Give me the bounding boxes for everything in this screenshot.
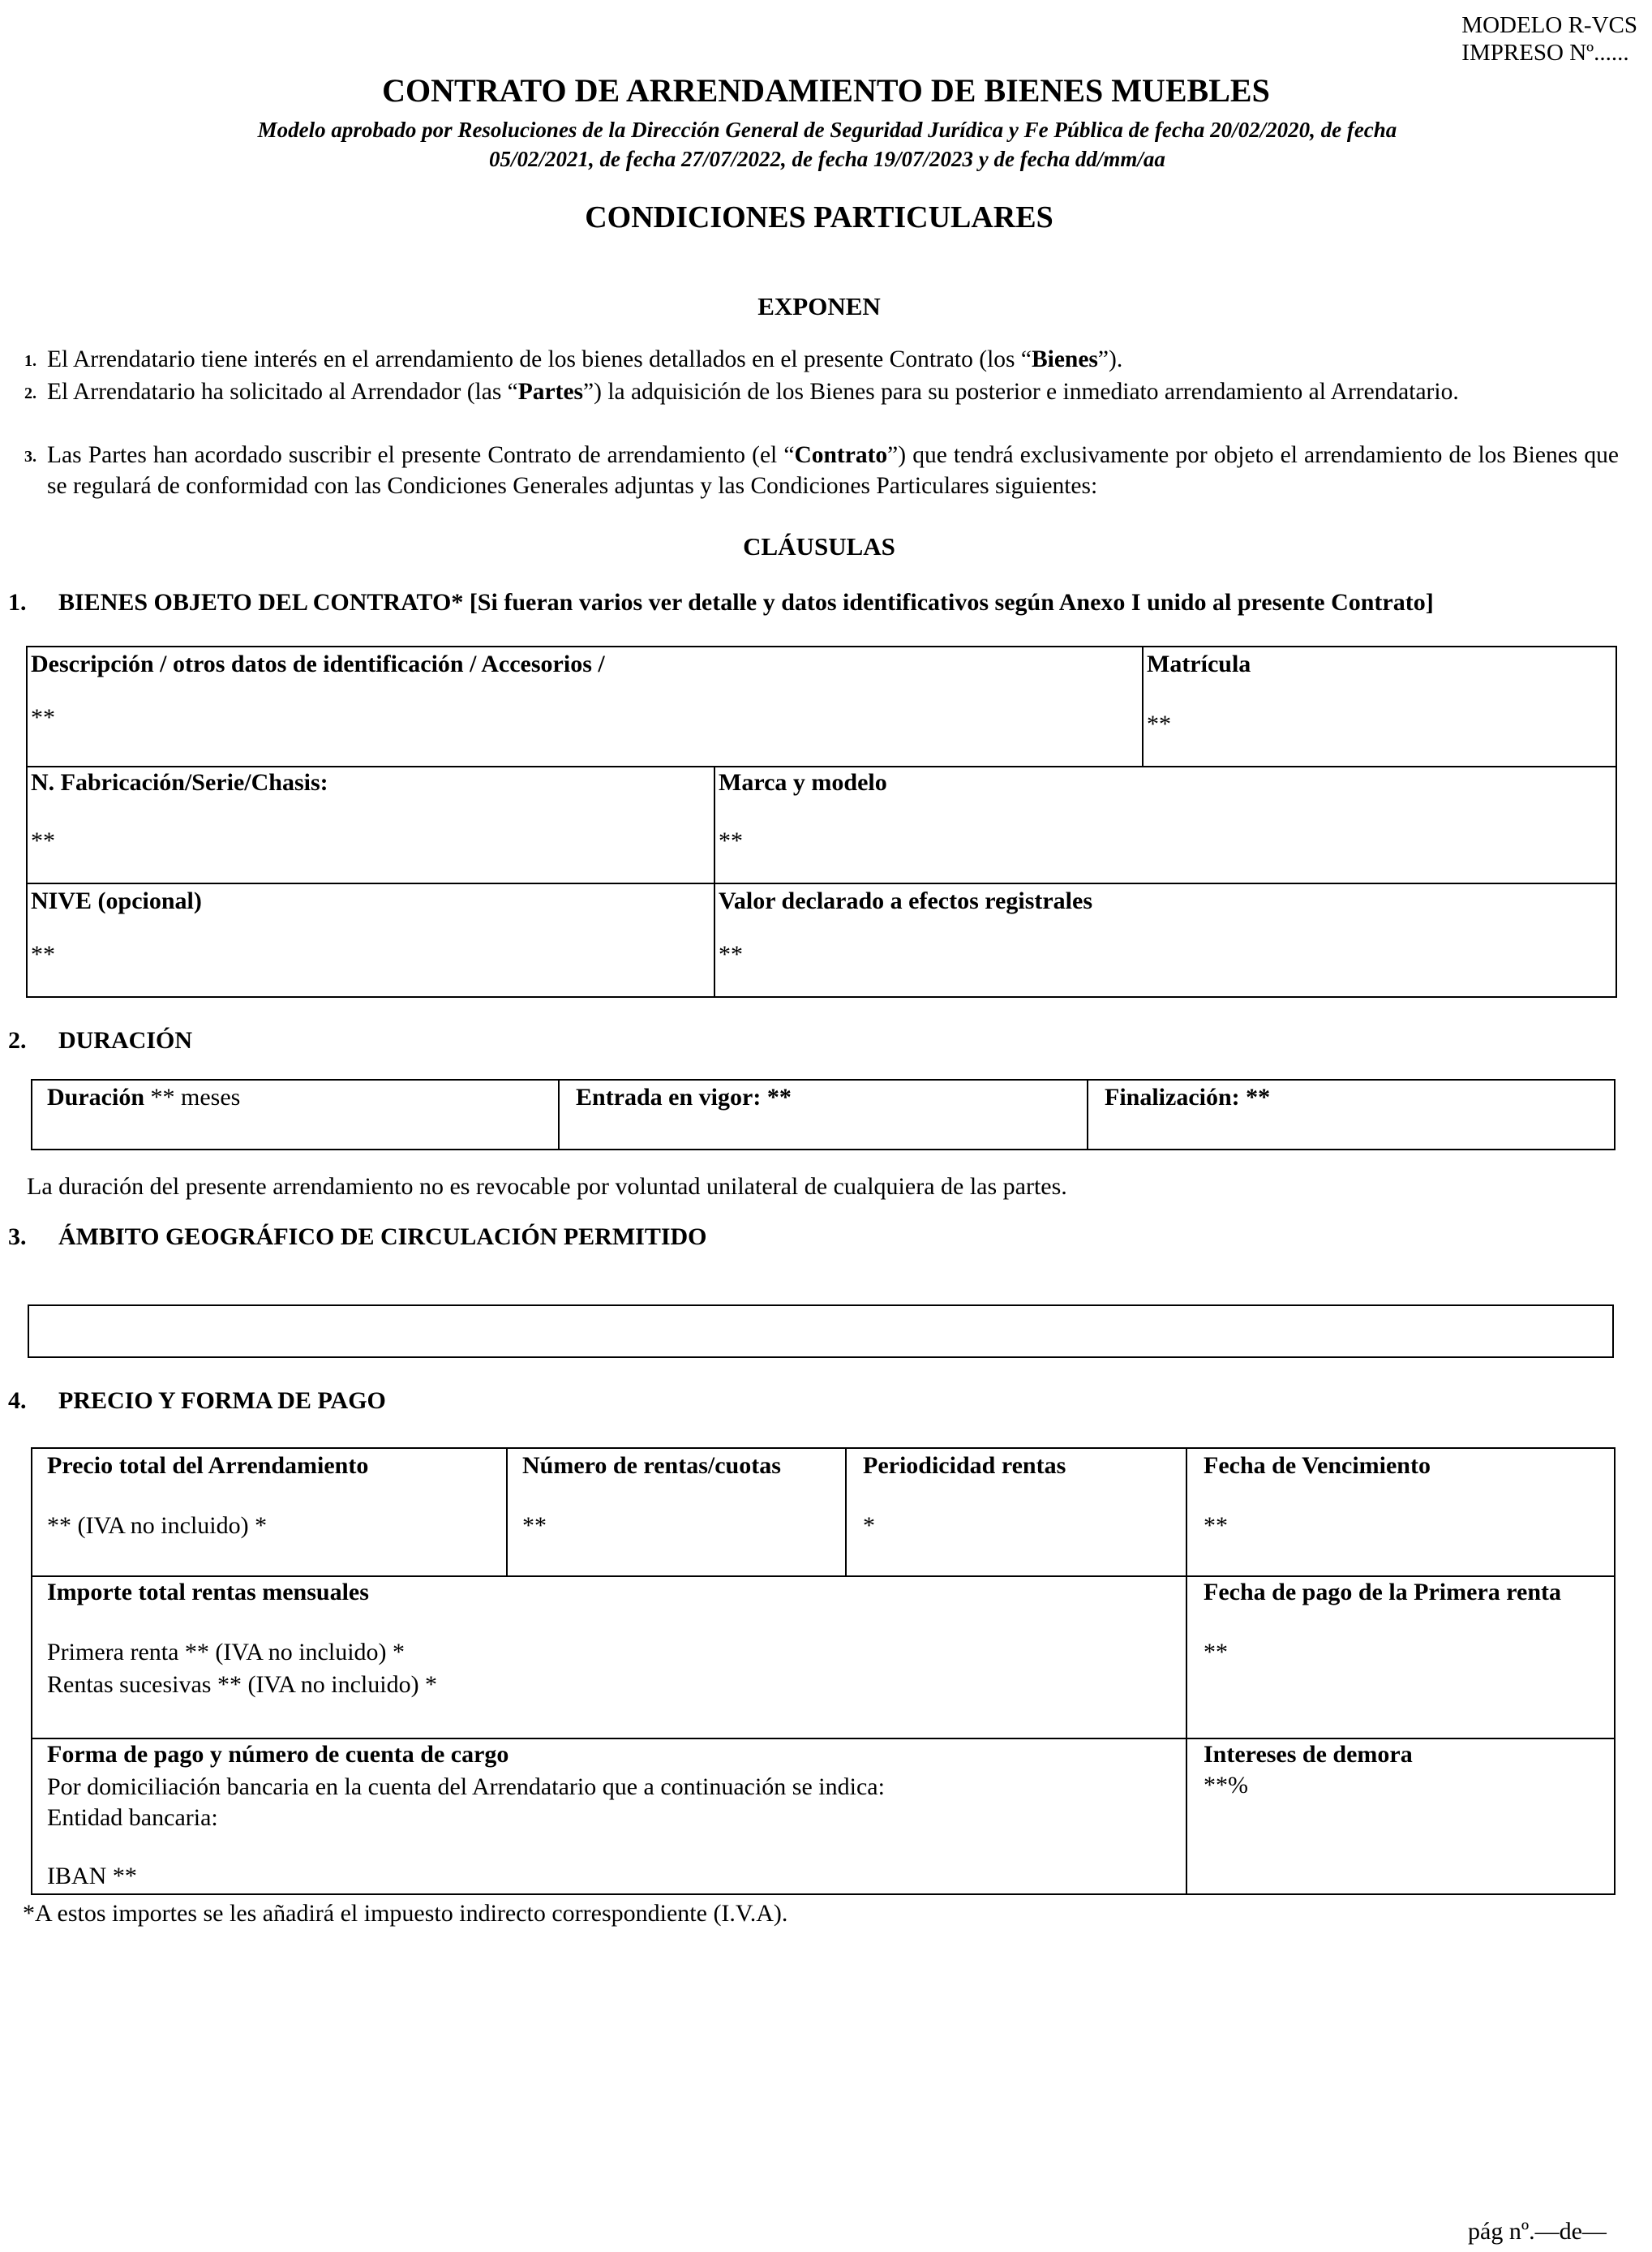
precio-table [31,1447,1616,1895]
duracion-note: La duración del presente arrendamiento no es revocable por voluntad unilateral de cualquiera de las partes. [27,1173,1067,1200]
intereses-value: **% [1204,1772,1248,1799]
forma-pago-label: Forma de pago y número de cuenta de cargo [47,1741,509,1768]
vencimiento-label: Fecha de Vencimiento [1204,1452,1431,1479]
exponen-item: 2. El Arrendatario ha solicitado al Arrendador (las “Partes”) la adquisición de los Bienes para su posterior e inmediato arrendamiento al Arrendatario. [24,376,1619,407]
duracion-value: ** meses [150,1084,241,1111]
section-3-title: 3. ÁMBITO GEOGRÁFICO DE CIRCULACIÓN PERMITIDO [8,1223,707,1250]
fecha-pago-value: ** [1204,1639,1228,1665]
matricula-label: Matrícula [1147,651,1251,677]
fabricacion-value: ** [31,827,55,854]
forma-pago-line-1: Por domiciliación bancaria en la cuenta del Arrendatario que a continuación se indica: [47,1773,885,1800]
duracion-table [31,1079,1616,1150]
primera-renta: Primera renta ** (IVA no incluido) * [47,1639,405,1665]
iva-footnote: *A estos importes se les añadirá el impuesto indirecto correspondiente (I.V.A). [23,1900,788,1927]
intereses-label: Intereses de demora [1204,1741,1413,1768]
bienes-table [26,646,1617,998]
condiciones-heading: CONDICIONES PARTICULARES [585,200,1053,234]
exponen-heading: EXPONEN [757,292,881,320]
periodicidad-value: * [863,1512,875,1539]
section-4-title: 4. PRECIO Y FORMA DE PAGO [8,1387,386,1414]
precio-label: Precio total del Arrendamiento [47,1452,369,1479]
exponen-item-num: 2. [24,385,36,402]
importe-label: Importe total rentas mensuales [47,1579,369,1605]
valor-value: ** [719,941,743,968]
fecha-pago-label: Fecha de pago de la Primera renta [1204,1579,1562,1605]
document-title: CONTRATO DE ARRENDAMIENTO DE BIENES MUEBLES [382,72,1270,109]
nive-label: NIVE (opcional) [31,887,202,914]
rentas-sucesivas: Rentas sucesivas ** (IVA no incluido) * [47,1671,438,1698]
modelo-code: MODELO R-VCS [1461,12,1637,38]
descripcion-label: Descripción / otros datos de identificación / Accesorios / [31,651,605,677]
duracion-cell [47,1084,240,1111]
document-subtitle [178,115,1476,174]
periodicidad-label: Periodicidad rentas [863,1452,1066,1479]
entrada-vigor: Entrada en vigor: ** [576,1084,792,1111]
finalizacion: Finalización: ** [1105,1084,1271,1111]
section-2-title: 2. DURACIÓN [8,1027,192,1054]
numero-rentas-value: ** [522,1512,547,1539]
fabricacion-label: N. Fabricación/Serie/Chasis: [31,769,328,796]
subtitle-line-1: Modelo aprobado por Resoluciones de la Dirección General de Seguridad Jurídica y Fe Pública de fecha 20/02/2020, de fecha [257,118,1397,142]
exponen-item: 1. El Arrendatario tiene interés en el arrendamiento de los bienes detallados en el presente Contrato (los “Bienes”). [24,344,1619,375]
marca-label: Marca y modelo [719,769,887,796]
exponen-item: 3. Las Partes han acordado suscribir el presente Contrato de arrendamiento (el “Contrato”) que tendrá exclusivamente por objeto el arrendamiento de los Bienes que se regulará de conformidad con las Condiciones Generales adjuntas y las Condiciones Particulares siguientes: [24,442,1619,499]
nive-value: ** [31,941,55,968]
modelo-block [1461,11,1637,67]
valor-label: Valor declarado a efectos registrales [719,887,1093,914]
section-1-title: 1. BIENES OBJETO DEL CONTRATO* [Si fueran varios ver detalle y datos identificativos según Anexo I unido al presente Contrato] [8,589,1434,616]
impreso-number: IMPRESO Nº...... [1461,40,1629,66]
entidad-bancaria: Entidad bancaria: [47,1804,218,1831]
precio-value: ** (IVA no incluido) * [47,1512,268,1539]
clausulas-heading: CLÁUSULAS [743,532,895,561]
vencimiento-value: ** [1204,1512,1228,1539]
marca-value: ** [719,827,743,854]
exponen-item-num: 3. [24,448,36,466]
descripcion-value: ** [31,704,55,731]
matricula-value: ** [1147,711,1171,737]
subtitle-line-2: 05/02/2021, de fecha 27/07/2022, de fecha 19/07/2023 y de fecha dd/mm/aa [489,147,1165,171]
ambito-field[interactable] [28,1304,1614,1358]
iban-value: IBAN ** [47,1863,137,1889]
exponen-item-num: 1. [24,352,36,370]
numero-rentas-label: Número de rentas/cuotas [522,1452,781,1479]
page-number: pág nº.—de— [1468,2218,1607,2245]
duracion-label: Duración [47,1084,144,1111]
